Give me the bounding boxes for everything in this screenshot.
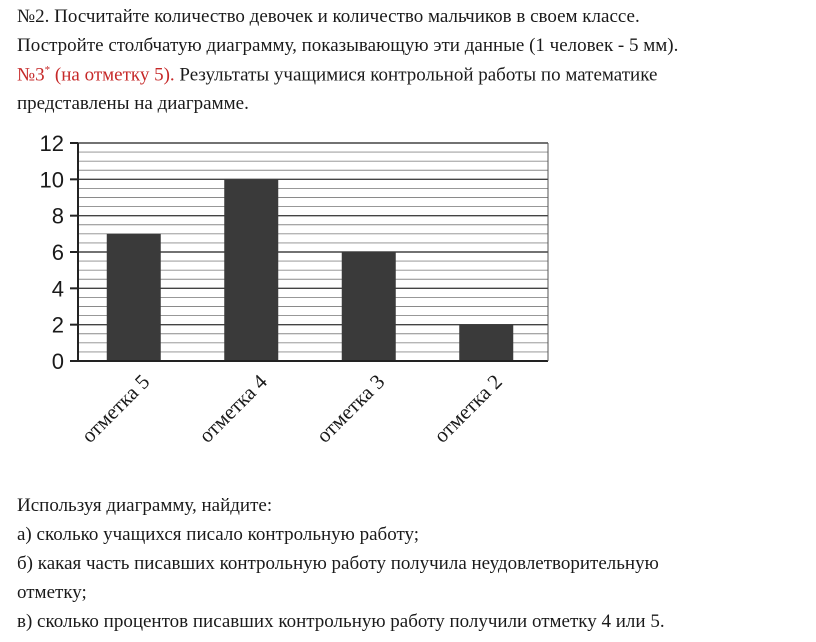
task3-number: №3 <box>17 64 45 86</box>
bar <box>107 234 161 361</box>
y-tick-labels <box>40 131 64 374</box>
question-b-line1: б) какая часть писавших контрольную работу получила неудовлетворительную <box>17 553 659 574</box>
x-tick-label: отметка 4 <box>193 369 272 448</box>
task3-note: (на отметку 5). <box>50 64 175 86</box>
question-b-line2: отметку; <box>17 582 87 603</box>
y-tick-label: 0 <box>51 349 64 374</box>
bar <box>224 179 278 361</box>
task2-line2: Постройте столбчатую диаграмму, показывающую эти данные (1 человек - 5 мм). <box>17 35 679 56</box>
task3-text: Результаты учащимися контрольной работы по математике <box>174 64 658 86</box>
question-c: в) сколько процентов писавших контрольную работу получили отметку 4 или 5. <box>17 611 665 632</box>
x-tick-label: отметка 3 <box>311 369 390 448</box>
y-tick-label: 2 <box>51 312 64 338</box>
bar <box>459 325 513 361</box>
y-tick-label: 10 <box>39 167 64 193</box>
bar <box>342 252 396 361</box>
question-a: а) сколько учащихся писало контрольную работу; <box>17 524 420 545</box>
task3-star: * <box>44 64 51 76</box>
x-tick-labels <box>76 369 506 447</box>
y-tick-label: 4 <box>51 276 64 302</box>
x-tick-label: отметка 2 <box>428 369 507 448</box>
task3-line2: представлены на диаграмме. <box>17 93 249 114</box>
y-tick-label: 8 <box>51 203 64 229</box>
x-tick-label: отметка 5 <box>76 369 155 448</box>
y-tick-label: 12 <box>39 131 64 156</box>
questions-lead: Используя диаграмму, найдите: <box>17 495 273 516</box>
task2-line1: №2. Посчитайте количество девочек и количество мальчиков в своем классе. <box>17 6 640 27</box>
y-tick-label: 6 <box>51 240 64 265</box>
